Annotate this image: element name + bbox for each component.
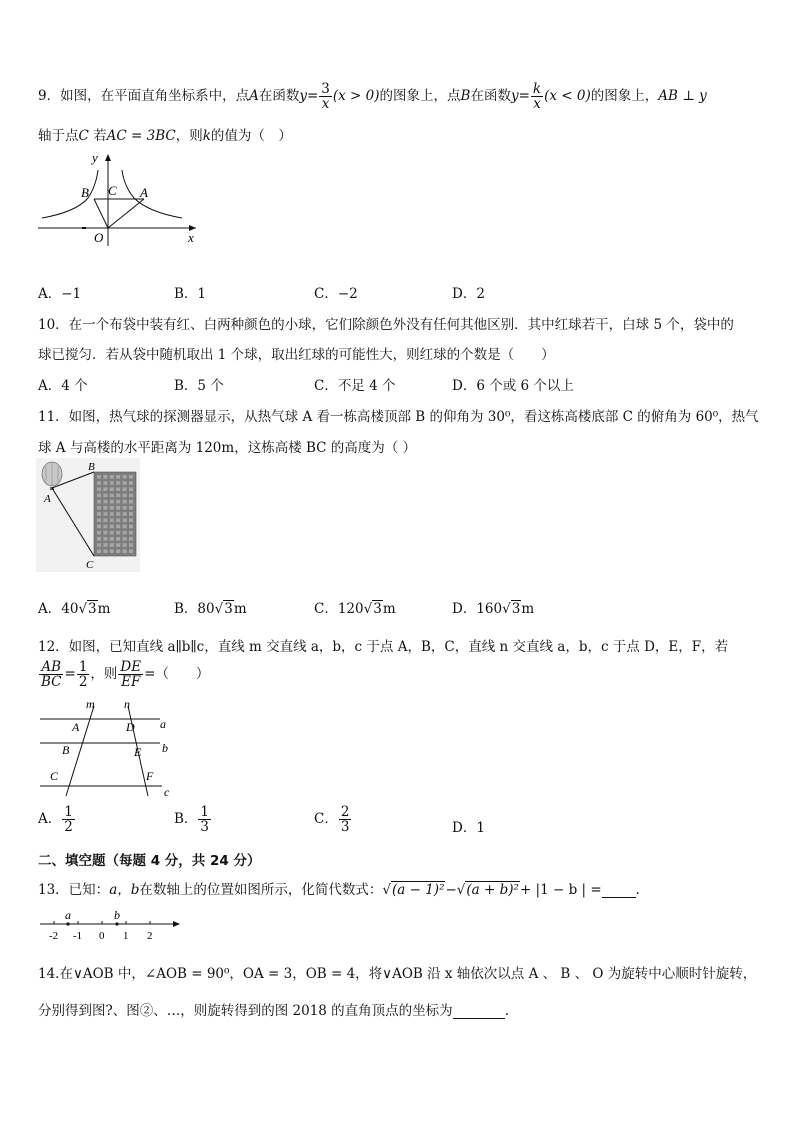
q12-fig-a: a	[160, 717, 166, 731]
building-window	[97, 487, 101, 491]
building-window	[110, 518, 114, 522]
building-window	[123, 537, 127, 541]
building-window	[97, 543, 101, 547]
building-window	[110, 494, 114, 498]
q13-number-line	[38, 906, 188, 942]
q9-option-b[interactable]: B．1	[174, 286, 207, 302]
building-window	[97, 518, 101, 522]
building-window	[97, 475, 101, 479]
q12-stem-line1: 12．如图，已知直线 a∥b∥c，直线 m 交直线 a，b，c 于点 A，B，C，直线 n 交直线 a，b，c 于点 D，E，F，若	[38, 639, 729, 655]
q12-option-a[interactable]: A． $\frac{1}{2}$	[38, 804, 73, 835]
building-window	[129, 512, 133, 516]
q12-option-c[interactable]: C． $\frac{2}{3}$	[314, 804, 350, 835]
building-window	[97, 506, 101, 510]
q10-option-b[interactable]: B．5 个	[174, 378, 224, 394]
q10-option-d[interactable]: D．6 个或 6 个以上	[452, 378, 574, 394]
q10-stem-line1: 10．在一个布袋中装有红、白两种颜色的小球，它们除颜色外没有任何其他区别．其中红球若干，白球 5 个，袋中的	[38, 317, 734, 333]
q9-fig-C: C	[108, 183, 117, 198]
q12-fig-D: D	[126, 720, 135, 734]
q9-fig-O: O	[94, 230, 104, 245]
building-window	[116, 518, 120, 522]
building-window	[129, 475, 133, 479]
q11-fig-B: B	[88, 461, 95, 473]
building-window	[116, 494, 120, 498]
q12-stem-line2: $\frac{AB}{BC}$ = $\frac{1}{2}$ ，则 $\frac{DE}{EF}$ =（ ）	[41, 659, 210, 690]
building-window	[123, 531, 127, 535]
q13-axis-b: b	[114, 908, 120, 922]
building-window	[123, 549, 127, 553]
building-window	[103, 543, 107, 547]
q12-ratio-half: $\frac{1}{2}$	[78, 659, 88, 690]
building-window	[123, 512, 127, 516]
q12-ratio-ab-bc: $\frac{AB}{BC}$	[41, 659, 62, 690]
building-window	[97, 512, 101, 516]
q9-option-c[interactable]: C．−2	[314, 286, 358, 302]
building-window	[116, 512, 120, 516]
q12-figure	[36, 700, 186, 800]
building-window	[103, 525, 107, 529]
building-window	[110, 543, 114, 547]
q13-answer-blank[interactable]	[602, 885, 636, 898]
building-window	[103, 537, 107, 541]
building-window	[123, 525, 127, 529]
q13-tick-label: 1	[123, 930, 129, 942]
building-window	[110, 531, 114, 535]
building-window	[97, 494, 101, 498]
building-window	[129, 525, 133, 529]
q10-option-a[interactable]: A．4 个	[38, 378, 88, 394]
building-window	[97, 525, 101, 529]
building-window	[116, 475, 120, 479]
building-window	[116, 543, 120, 547]
section-heading-fill-blank: 二、填空题（每题 4 分，共 24 分）	[38, 853, 261, 869]
q12-fig-E: E	[134, 745, 142, 759]
q12-fig-c: c	[164, 785, 170, 799]
q9-fraction-2: $\frac{k}{x}$	[532, 81, 542, 112]
building-window	[97, 537, 101, 541]
q9-fig-y: y	[92, 150, 98, 165]
q13-tick-label: -1	[73, 930, 83, 942]
building-window	[103, 518, 107, 522]
q12-fig-F: F	[146, 769, 154, 783]
building-window	[116, 549, 120, 553]
q12-fig-m: m	[86, 700, 95, 711]
q10-option-c[interactable]: C．不足 4 个	[314, 378, 396, 394]
building-window	[103, 494, 107, 498]
building-window	[123, 475, 127, 479]
building-window	[123, 500, 127, 504]
building-window	[116, 500, 120, 504]
q12-fig-C: C	[50, 769, 59, 783]
q13-tick-label: 0	[99, 930, 105, 942]
building-window	[116, 537, 120, 541]
building-window	[129, 487, 133, 491]
building-window	[110, 525, 114, 529]
q11-stem-line1: 11．如图，热气球的探测器显示，从热气球 A 看一栋高楼顶部 B 的仰角为 30⁰，看这栋高楼底部 C 的俯角为 60⁰，热气	[38, 409, 759, 425]
building-window	[103, 549, 107, 553]
q9-option-d[interactable]: D．2	[452, 286, 485, 302]
building-window	[97, 500, 101, 504]
building-window	[97, 481, 101, 485]
building-window	[129, 506, 133, 510]
building-window	[103, 531, 107, 535]
q12-option-b[interactable]: B． $\frac{1}{3}$	[174, 804, 210, 835]
q12-fig-n: n	[124, 700, 130, 711]
building-window	[129, 549, 133, 553]
q9-stem-line2: 轴于点C 若AC = 3BC，则k的值为（ ）	[38, 128, 292, 144]
building-window	[123, 487, 127, 491]
q9-stem-line1: 9．如图，在平面直角坐标系中，点A在函数y= $\frac{3}{x}$ (x > 0)的图象上，点B在函数y= $\frac{k}{x}$ (x < 0)的图象上，AB ⊥ y	[38, 81, 707, 112]
q9-figure	[36, 150, 206, 250]
building-window	[110, 500, 114, 504]
building-window	[129, 537, 133, 541]
q11-fig-C: C	[86, 559, 94, 571]
building-window	[116, 531, 120, 535]
building-window	[97, 549, 101, 553]
q11-figure	[36, 458, 140, 572]
building-window	[103, 481, 107, 485]
q11-fig-A: A	[44, 493, 51, 505]
building-window	[123, 518, 127, 522]
q11-stem-line2: 球 A 与高楼的水平距离为 120m，这栋高楼 BC 的高度为（ ）	[38, 440, 417, 456]
building-window	[129, 531, 133, 535]
q9-fig-B: B	[81, 185, 89, 200]
building-window	[129, 481, 133, 485]
q12-option-d[interactable]: D．1	[452, 820, 485, 836]
q13-tick-label: 2	[147, 930, 153, 942]
q12-fig-B: B	[62, 743, 70, 757]
building-window	[103, 506, 107, 510]
building-window	[116, 481, 120, 485]
building-window	[110, 487, 114, 491]
q9-fig-A: A	[140, 185, 148, 200]
building-window	[110, 481, 114, 485]
q11-option-b[interactable]: B．80√3m	[174, 601, 247, 617]
q12-fig-A: A	[72, 720, 80, 734]
building-window	[110, 549, 114, 553]
building-window	[123, 494, 127, 498]
building-window	[103, 512, 107, 516]
q12-fig-b: b	[162, 741, 168, 755]
q13-stem: 13．已知：a，b在数轴上的位置如图所示，化简代数式：√(a − 1)²−√(a + b)²+ |1 − b | = ．	[38, 882, 650, 898]
building-window	[129, 518, 133, 522]
building-window	[103, 500, 107, 504]
q12-ratio-de-ef: $\frac{DE}{EF}$	[120, 659, 142, 690]
building-window	[103, 487, 107, 491]
building-window	[116, 525, 120, 529]
building-window	[123, 481, 127, 485]
building-window	[110, 512, 114, 516]
building-window	[110, 537, 114, 541]
q13-tick-label: -2	[49, 930, 59, 942]
building-window	[123, 543, 127, 547]
building-window	[129, 543, 133, 547]
building-window	[110, 506, 114, 510]
q11-option-a[interactable]: A．40√3m	[38, 601, 111, 617]
building-window	[129, 500, 133, 504]
building-window	[129, 494, 133, 498]
building-window	[110, 475, 114, 479]
q14-stem-line1: 14.在∨AOB 中，∠AOB = 90⁰，OA = 3，OB = 4，将∨AOB 沿 x 轴依次以点 A 、 B 、 O 为旋转中心顺时针旋转，	[38, 966, 757, 982]
q9-fig-x: x	[188, 230, 194, 245]
building-window	[103, 475, 107, 479]
building-window	[97, 531, 101, 535]
building-window	[116, 487, 120, 491]
q11-option-c[interactable]: C．120√3m	[314, 601, 396, 617]
q11-option-d[interactable]: D．160√3m	[452, 601, 535, 617]
q13-axis-a: a	[65, 908, 71, 922]
building-window	[116, 506, 120, 510]
q9-option-a[interactable]: A．−1	[38, 286, 82, 302]
building-window	[123, 506, 127, 510]
q9-fraction-1: $\frac{3}{x}$	[321, 81, 330, 112]
q10-stem-line2: 球已搅匀．若从袋中随机取出 1 个球，取出红球的可能性大，则红球的个数是（ ）	[38, 347, 555, 363]
q14-answer-blank[interactable]	[453, 1006, 505, 1019]
q14-stem-line2: 分别得到图?、图②、…，则旋转得到的图 2018 的直角顶点的坐标为 .	[38, 1003, 509, 1019]
